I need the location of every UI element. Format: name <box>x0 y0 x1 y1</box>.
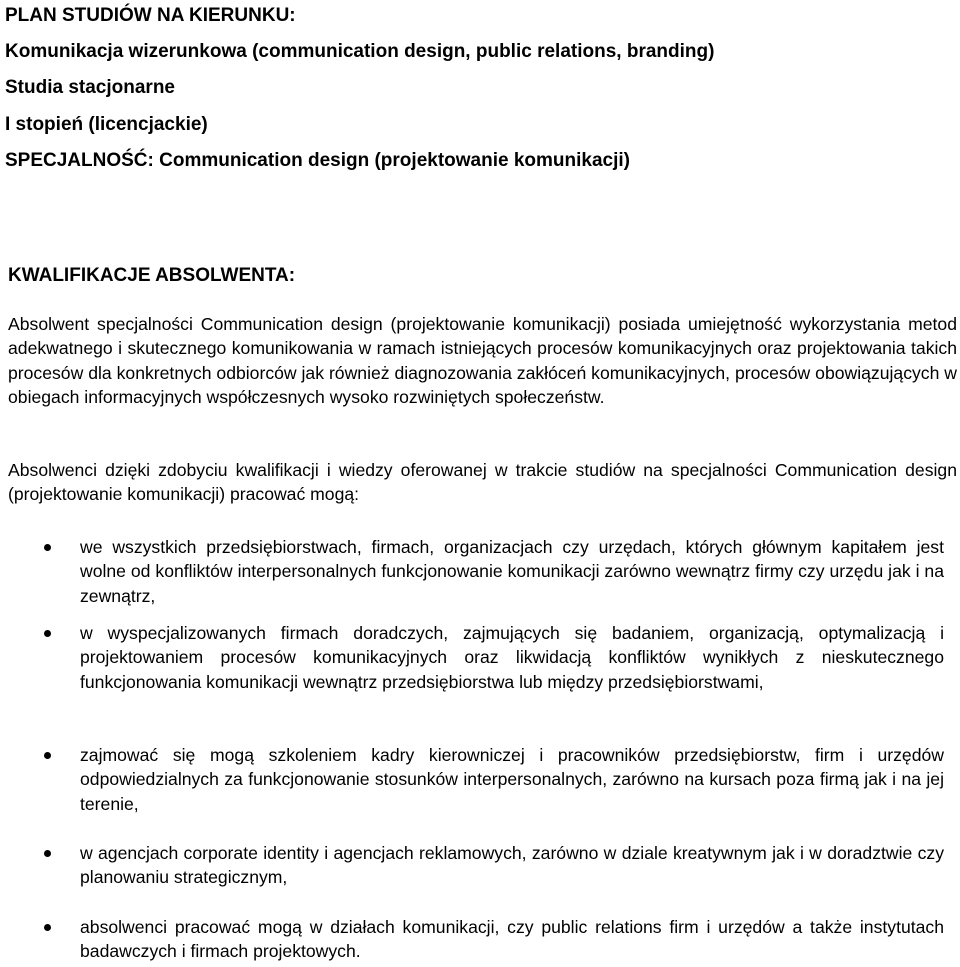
qualifications-paragraph: Absolwent specjalności Communication design (projektowanie komunikacji) posiada umiejętność wykorzystania metod adekwatnego i skutecznego komunikowania w ramach istniejących procesów komunikacyjnych oraz projektowania takich procesów dla konkretnych odbiorców jak również diagnozowania zakłóceń komunikacyjnych, procesów obowiązujących w obiegach informacyjnych współczesnych wysoko rozwiniętych społeczeństw. <box>8 314 957 408</box>
bullet-icon <box>44 630 51 637</box>
program-name: Komunikacja wizerunkowa (communication design, public relations, branding) <box>5 41 715 62</box>
list-item-text: zajmować się mogą szkoleniem kadry kierowniczej i pracowników przedsiębiorstw, firm i urzędów odpowiedzialnych za funkcjonowanie stosunków interpersonalnych, zarówno na kursach poza firmą jak i na jej terenie, <box>80 745 944 814</box>
bullet-icon <box>44 924 51 931</box>
list-item <box>80 841 944 890</box>
bullet-icon <box>44 850 51 857</box>
list-item <box>80 621 944 694</box>
employment-intro-paragraph: Absolwenci dzięki zdobyciu kwalifikacji i wiedzy oferowanej w trakcie studiów na specjalności Communication design (projektowanie komunikacji) pracować mogą: <box>8 460 957 505</box>
plan-heading: PLAN STUDIÓW NA KIERUNKU: <box>5 5 296 26</box>
list-item <box>80 535 944 608</box>
list-item <box>80 915 944 964</box>
bullet-icon <box>44 752 51 759</box>
list-item-text: w agencjach corporate identity i agencjach reklamowych, zarówno w dziale kreatywnym jak i w doradztwie czy planowaniu strategicznym, <box>80 843 944 888</box>
list-item-text: we wszystkich przedsiębiorstwach, firmach, organizacjach czy urzędach, których głównym kapitałem jest wolne od konfliktów interpersonalnych funkcjonowanie komunikacji zarówno wewnątrz firmy czy urzędu jak i na zewnątrz, <box>80 537 944 606</box>
specialization: SPECJALNOŚĆ: Communication design (projektowanie komunikacji) <box>5 150 630 171</box>
list-item <box>80 743 944 816</box>
list-item-text: absolwenci pracować mogą w działach komunikacji, czy public relations firm i urzędów a także instytutach badawczych i firmach projektowych. <box>80 917 944 962</box>
qualifications-heading: KWALIFIKACJE ABSOLWENTA: <box>8 265 296 286</box>
bullet-icon <box>44 544 51 551</box>
study-level: I stopień (licencjackie) <box>5 114 208 135</box>
study-mode: Studia stacjonarne <box>5 77 175 98</box>
list-item-text: w wyspecjalizowanych firmach doradczych, zajmujących się badaniem, organizacją, optymalizacją i projektowaniem procesów komunikacyjnych oraz likwidacją konfliktów wynikłych z nieskutecznego funkcjonowania komunikacji wewnątrz przedsiębiorstwa lub między przedsiębiorstwami, <box>80 623 944 692</box>
